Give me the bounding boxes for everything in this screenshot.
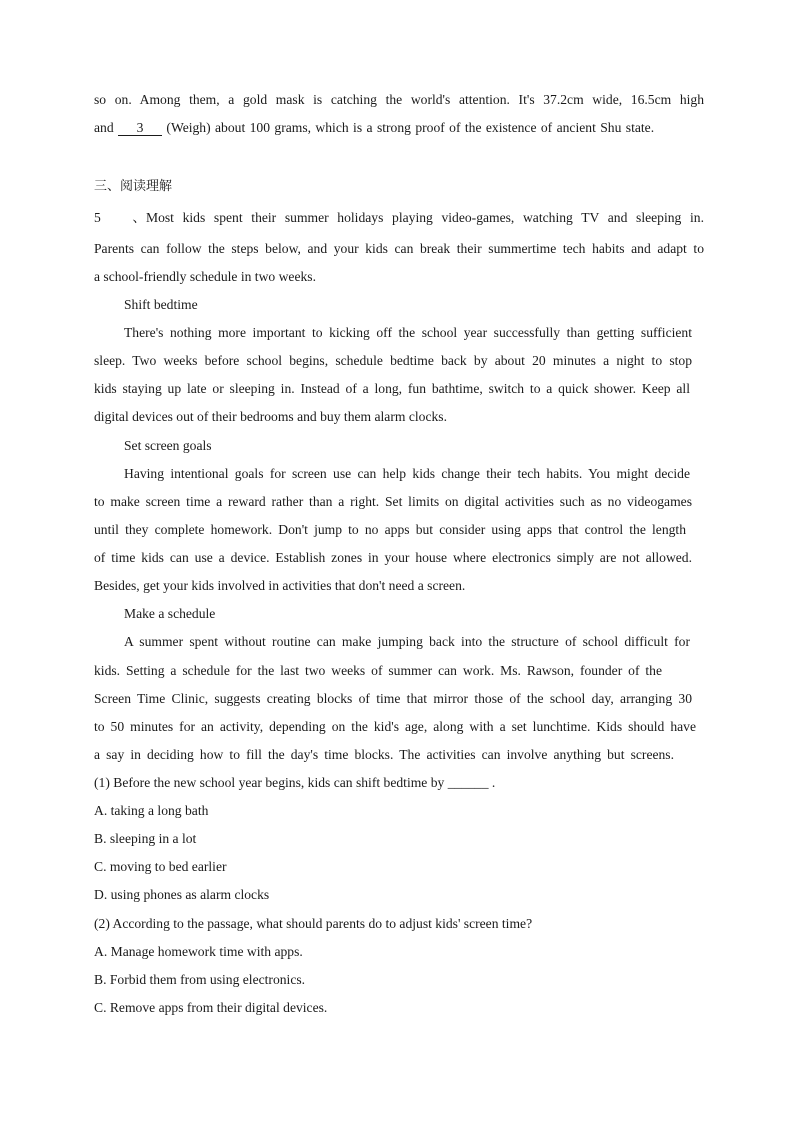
paragraph-line: Screen Time Clinic, suggests creating blocks of time that mirror those of the school day, arranging 30 bbox=[94, 691, 692, 706]
subheading-make-a-schedule: Make a schedule bbox=[124, 606, 216, 621]
question-number: 5、 bbox=[94, 210, 146, 225]
paragraph-line: There's nothing more important to kicking off the school year successfully than getting sufficient bbox=[124, 325, 692, 340]
option-1a: A. taking a long bath bbox=[94, 803, 209, 818]
paragraph-line: sleep. Two weeks before school begins, schedule bedtime back by about 20 minutes a night to stop bbox=[94, 353, 692, 368]
subheading-shift-bedtime: Shift bedtime bbox=[124, 297, 198, 312]
option-2b: B. Forbid them from using electronics. bbox=[94, 972, 306, 987]
option-2c: C. Remove apps from their digital devices. bbox=[94, 1000, 328, 1015]
section-heading: 三、阅读理解 bbox=[94, 179, 173, 194]
paragraph-line: kids. Setting a schedule for the last two weeks of summer can work. Ms. Rawson, founder of the bbox=[94, 663, 662, 678]
option-1b: B. sleeping in a lot bbox=[94, 831, 197, 846]
sub-question-1-stem: (1) Before the new school year begins, kids can shift bedtime by ______ . bbox=[94, 775, 496, 790]
option-1d: D. using phones as alarm clocks bbox=[94, 887, 270, 902]
passage-tail-line-2 bbox=[94, 119, 704, 137]
paragraph-line: kids staying up late or sleeping in. Instead of a long, fun bathtime, switch to a quick shower. Keep all bbox=[94, 381, 690, 396]
passage-tail-text-before: and bbox=[94, 120, 119, 135]
sub-question-2-stem: (2) According to the passage, what should parents do to adjust kids' screen time? bbox=[94, 916, 533, 931]
passage-tail-line-1: so on. Among them, a gold mask is catching the world's attention. It's 37.2cm wide, 16.5cm high bbox=[94, 92, 704, 107]
question-5-intro-line-3: a school-friendly schedule in two weeks. bbox=[94, 269, 316, 284]
subheading-set-screen-goals: Set screen goals bbox=[124, 438, 212, 453]
question-5-intro-line-2: Parents can follow the steps below, and your kids can break their summertime tech habits and adapt to bbox=[94, 241, 704, 256]
paragraph-line: a say in deciding how to fill the day's time blocks. The activities can involve anything but screens. bbox=[94, 747, 674, 762]
option-1c: C. moving to bed earlier bbox=[94, 859, 227, 874]
paragraph-line: of time kids can use a device. Establish zones in your house where electronics simply are not allowed. bbox=[94, 550, 692, 565]
paragraph-line: A summer spent without routine can make jumping back into the structure of school difficult for bbox=[124, 634, 690, 649]
paragraph-line: to 50 minutes for an activity, depending on the kid's age, along with a set lunchtime. Kids should have bbox=[94, 719, 696, 734]
paragraph-line: Having intentional goals for screen use can help kids change their tech habits. You might decide bbox=[124, 466, 690, 481]
passage-tail-text-after: (Weigh) about 100 grams, which is a strong proof of the existence of ancient Shu state. bbox=[162, 120, 655, 135]
option-2a: A. Manage homework time with apps. bbox=[94, 944, 303, 959]
paragraph-line: to make screen time a reward rather than a right. Set limits on digital activities such as no videogames bbox=[94, 494, 692, 509]
question-5-intro-line-1 bbox=[94, 209, 704, 227]
paragraph-line: digital devices out of their bedrooms and buy them alarm clocks. bbox=[94, 409, 447, 424]
answer-blank-3: 3 bbox=[118, 121, 162, 136]
intro-line-text: Most kids spent their summer holidays playing video-games, watching TV and sleeping in. bbox=[146, 210, 704, 225]
paragraph-line: Besides, get your kids involved in activities that don't need a screen. bbox=[94, 578, 466, 593]
paragraph-line: until they complete homework. Don't jump to no apps but consider using apps that control the length bbox=[94, 522, 686, 537]
